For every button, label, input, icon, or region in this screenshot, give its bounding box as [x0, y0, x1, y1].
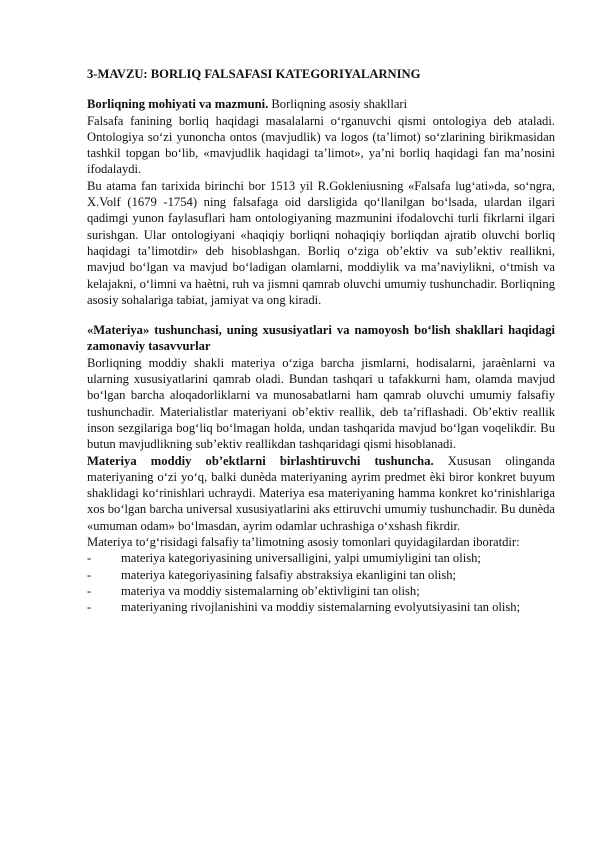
paragraph-1: Falsafa fanining borliq haqidagi masalalarni o‘rganuvchi qismi ontologiya deb ataladi. Ontologiya so‘zi yunoncha ontos (mavjudlik) va logos (ta’limot) so‘zlarining birikmasidan tashkil topgan bo‘lib, «mavjudlik haqidagi ta’limot», ya’ni borliq haqidagi fan ma’nosini ifodalaydi.: [87, 113, 555, 177]
paragraph-4-body: Xususan olinganda materiyaning o‘zi yo‘q, balki dunѐda materiyaning ayrim predmet ѐki biror konkret buyum shaklidagi ko‘rinishlari uchraydi. Materiya esa materiyaning hamma konkret ko‘rinishlariga xos bo‘lgan barcha universal xususiyatlarini aks ettiruvchi umumiy tushunchadir. Bu dunѐda «umuman odam» bo‘lmasdan, ayrim odamlar uchrashiga o‘xshash fikrdir.: [87, 453, 555, 533]
paragraph-4: [87, 453, 555, 534]
paragraph-4-lead: Materiya moddiy ob’ektlarni birlashtiruvchi tushuncha.: [87, 453, 434, 468]
paragraph-3: Borliqning moddiy shakli materiya o‘ziga barcha jismlarni, hodisalarni, jaraѐnlarni va ularning xususiyatlarini qamrab oladi. Bundan tashqari u tafakkurni ham, olamda mavjud bo‘lgan barcha aloqadorliklarni va munosabatlarni ham qamrab oluvchi umumiy falsafiy tushunchadir. Materialistlar materiyani ob’ektiv reallik, deb ta’riflashadi. Ob’ektiv reallik inson sezgilariga bog‘liq bo‘lmagan holda, undan tashqarida mavjud bo‘lgan voqelikdir. Bu butun mavjudlikning sub’ektiv reallikdan tashqaridagi qismi hisoblanadi.: [87, 355, 555, 452]
list-item: [87, 583, 555, 599]
list-dash: -: [87, 567, 92, 582]
list-item-text: materiya kategoriyasining universalligini, yalpi umumiyligini tan olish;: [121, 551, 481, 566]
document-page: [87, 66, 555, 616]
paragraph-2: Bu atama fan tarixida birinchi bor 1513 yil R.Gokleniusning «Falsafa lug‘ati»da, so‘ngra, X.Volf (1679 -1754) ning falsafaga oid darsligida qo‘llanilgan bo‘lsada, ulardan ilgari qadimgi yunon faylasuflari ham ontologiyaning mazmunini ifodalovchi turli fikrlarni ilgari surishgan. Ular ontologiyani «haqiqiy borliqni nohaqiqiy borliqdan ajratib oluvchi borliq haqidagi ta’limotdir» deb hisoblashgan. Borliq o‘ziga ob’ektiv va sub’ektiv reallikni, mavjud bo‘lgan va mavjud bo‘ladigan olamlarni, moddiylik va ma’naviylikni, o‘tmish va kelajakni, o‘limni va haѐtni, ruh va jismni qamrab oluvchi umumiy tushunchadir. Borliqning asosiy sohalariga tabiat, jamiyat va ong kiradi.: [87, 178, 555, 307]
paragraph-5: Materiya to‘g‘risidagi falsafiy ta’limotning asosiy tomonlari quyidagilardan iboratdir:: [87, 535, 520, 550]
list-dash: -: [87, 551, 92, 566]
list-item: [87, 567, 555, 583]
section-1-heading: Borliqning mohiyati va mazmuni.: [87, 97, 269, 112]
section-1-heading-line: [87, 96, 555, 112]
list-item: [87, 550, 555, 566]
list-item: [87, 599, 555, 615]
document-title: 3-MAVZU: BORLIQ FALSAFASI KATEGORIYALARNING: [87, 67, 421, 81]
bullet-list: [87, 550, 555, 615]
list-item-text: materiyaning rivojlanishini va moddiy sistemalarning evolyutsiyasini tan olish;: [121, 600, 521, 615]
list-dash: -: [87, 583, 92, 598]
list-item-text: materiya va moddiy sistemalarning ob’ektivligini tan olish;: [121, 583, 420, 598]
section-2-heading: «Materiya» tushunchasi, uning xususiyatlari va namoyosh bo‘lish shakllari haqidagi zamonaviy tasavvurlar: [87, 323, 555, 354]
section-1-subheading: Borliqning asosiy shakllari: [268, 97, 408, 112]
list-dash: -: [87, 600, 92, 615]
list-item-text: materiya kategoriyasining falsafiy abstraksiya ekanligini tan olish;: [121, 567, 457, 582]
